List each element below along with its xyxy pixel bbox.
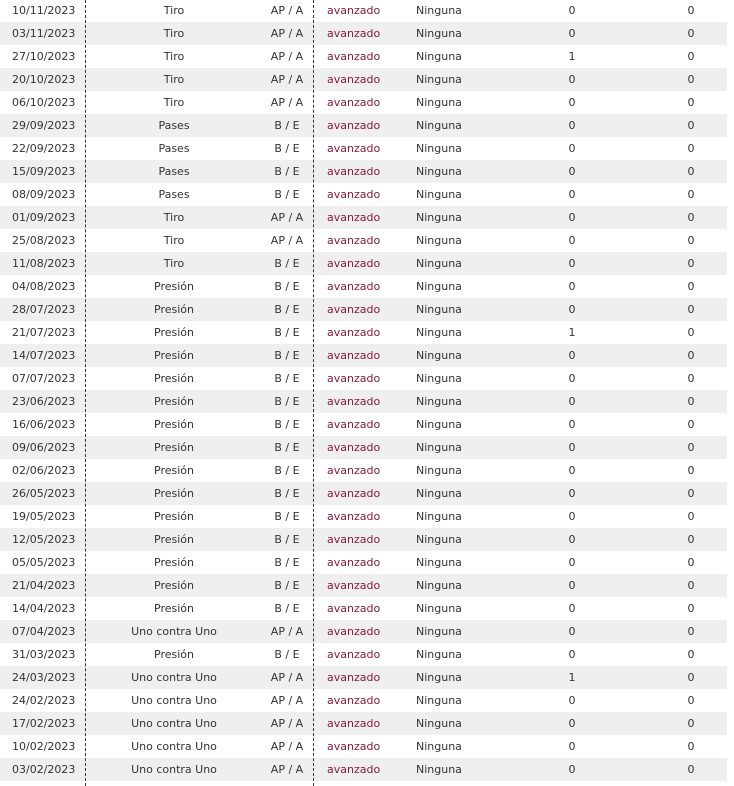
position-cell: AP / A: [270, 50, 304, 63]
table-row[interactable]: [0, 712, 727, 735]
level-cell: avanzado: [327, 211, 381, 224]
count-cell: 0: [687, 50, 695, 63]
training-type-cell: Presión: [154, 326, 194, 339]
position-cell: B / E: [274, 372, 300, 385]
injury-cell: Ninguna: [416, 27, 462, 40]
injury-cell: Ninguna: [416, 441, 462, 454]
count-cell: 0: [687, 694, 695, 707]
date-cell: 24/02/2023: [12, 694, 76, 707]
position-cell: B / E: [274, 119, 300, 132]
count-cell: 0: [687, 142, 695, 155]
level-cell: avanzado: [327, 648, 381, 661]
position-cell: AP / A: [270, 740, 304, 753]
injury-cell: Ninguna: [416, 119, 462, 132]
date-cell: 29/09/2023: [12, 119, 76, 132]
count-cell: 0: [687, 211, 695, 224]
level-cell: avanzado: [327, 625, 381, 638]
count-cell: 0: [687, 165, 695, 178]
position-cell: B / E: [274, 464, 300, 477]
count-cell: 0: [568, 763, 576, 776]
injury-cell: Ninguna: [416, 211, 462, 224]
date-cell: 31/03/2023: [12, 648, 76, 661]
table-row[interactable]: [0, 436, 727, 459]
position-cell: B / E: [274, 280, 300, 293]
count-cell: 0: [568, 280, 576, 293]
date-cell: 17/02/2023: [12, 717, 76, 730]
date-cell: 14/04/2023: [12, 602, 76, 615]
level-cell: avanzado: [327, 579, 381, 592]
count-cell: 0: [687, 464, 695, 477]
date-cell: 23/06/2023: [12, 395, 76, 408]
injury-cell: Ninguna: [416, 740, 462, 753]
count-cell: 0: [568, 4, 576, 17]
count-cell: 0: [687, 625, 695, 638]
table-row[interactable]: [0, 643, 727, 666]
position-cell: AP / A: [270, 694, 304, 707]
level-cell: avanzado: [327, 27, 381, 40]
table-row[interactable]: [0, 22, 727, 45]
level-cell: avanzado: [327, 717, 381, 730]
injury-cell: Ninguna: [416, 533, 462, 546]
count-cell: 0: [687, 556, 695, 569]
level-cell: avanzado: [327, 740, 381, 753]
count-cell: 0: [687, 303, 695, 316]
count-cell: 0: [568, 487, 576, 500]
count-cell: 1: [568, 50, 576, 63]
count-cell: 1: [568, 671, 576, 684]
count-cell: 0: [687, 395, 695, 408]
position-cell: AP / A: [270, 717, 304, 730]
count-cell: 0: [687, 717, 695, 730]
table-row[interactable]: [0, 114, 727, 137]
count-cell: 0: [568, 142, 576, 155]
count-cell: 0: [687, 4, 695, 17]
training-type-cell: Uno contra Uno: [131, 717, 217, 730]
position-cell: B / E: [274, 142, 300, 155]
date-cell: 08/09/2023: [12, 188, 76, 201]
injury-cell: Ninguna: [416, 556, 462, 569]
count-cell: 0: [687, 119, 695, 132]
count-cell: 0: [568, 349, 576, 362]
position-cell: B / E: [274, 188, 300, 201]
count-cell: 0: [687, 487, 695, 500]
injury-cell: Ninguna: [416, 234, 462, 247]
date-cell: 19/05/2023: [12, 510, 76, 523]
injury-cell: Ninguna: [416, 280, 462, 293]
position-cell: B / E: [274, 326, 300, 339]
table-row[interactable]: [0, 574, 727, 597]
training-type-cell: Presión: [154, 602, 194, 615]
injury-cell: Ninguna: [416, 96, 462, 109]
level-cell: avanzado: [327, 763, 381, 776]
table-row[interactable]: [0, 390, 727, 413]
table-row[interactable]: [0, 459, 727, 482]
training-type-cell: Presión: [154, 533, 194, 546]
level-cell: avanzado: [327, 510, 381, 523]
count-cell: 0: [568, 648, 576, 661]
training-type-cell: Uno contra Uno: [131, 694, 217, 707]
training-type-cell: Presión: [154, 464, 194, 477]
training-type-cell: Uno contra Uno: [131, 625, 217, 638]
date-cell: 12/05/2023: [12, 533, 76, 546]
position-cell: B / E: [274, 395, 300, 408]
date-cell: 02/06/2023: [12, 464, 76, 477]
position-cell: AP / A: [270, 4, 304, 17]
table-row[interactable]: [0, 758, 727, 781]
table-row[interactable]: [0, 298, 727, 321]
count-cell: 0: [687, 188, 695, 201]
table-row[interactable]: [0, 367, 727, 390]
position-cell: B / E: [274, 257, 300, 270]
count-cell: 0: [568, 395, 576, 408]
injury-cell: Ninguna: [416, 188, 462, 201]
count-cell: 0: [687, 648, 695, 661]
training-type-cell: Tiro: [163, 27, 185, 40]
position-cell: AP / A: [270, 234, 304, 247]
date-cell: 03/11/2023: [12, 27, 76, 40]
count-cell: 0: [568, 73, 576, 86]
count-cell: 0: [687, 763, 695, 776]
table-row[interactable]: [0, 413, 727, 436]
level-cell: avanzado: [327, 441, 381, 454]
date-cell: 16/06/2023: [12, 418, 76, 431]
count-cell: 0: [568, 441, 576, 454]
date-cell: 28/07/2023: [12, 303, 76, 316]
training-type-cell: Uno contra Uno: [131, 763, 217, 776]
injury-cell: Ninguna: [416, 50, 462, 63]
date-cell: 22/09/2023: [12, 142, 76, 155]
table-row[interactable]: [0, 137, 727, 160]
table-row[interactable]: [0, 689, 727, 712]
injury-cell: Ninguna: [416, 602, 462, 615]
training-type-cell: Tiro: [163, 96, 185, 109]
date-cell: 04/08/2023: [12, 280, 76, 293]
level-cell: avanzado: [327, 487, 381, 500]
table-row[interactable]: [0, 482, 727, 505]
injury-cell: Ninguna: [416, 487, 462, 500]
training-type-cell: Tiro: [163, 234, 185, 247]
injury-cell: Ninguna: [416, 510, 462, 523]
training-type-cell: Uno contra Uno: [131, 740, 217, 753]
count-cell: 1: [568, 326, 576, 339]
position-cell: B / E: [274, 533, 300, 546]
count-cell: 0: [568, 602, 576, 615]
count-cell: 0: [687, 418, 695, 431]
date-cell: 25/08/2023: [12, 234, 76, 247]
training-type-cell: Presión: [154, 441, 194, 454]
training-type-cell: Presión: [154, 579, 194, 592]
level-cell: avanzado: [327, 464, 381, 477]
position-cell: AP / A: [270, 763, 304, 776]
count-cell: 0: [687, 533, 695, 546]
count-cell: 0: [687, 349, 695, 362]
date-cell: 15/09/2023: [12, 165, 76, 178]
level-cell: avanzado: [327, 73, 381, 86]
training-type-cell: Presión: [154, 510, 194, 523]
injury-cell: Ninguna: [416, 464, 462, 477]
level-cell: avanzado: [327, 96, 381, 109]
date-cell: 11/08/2023: [12, 257, 76, 270]
training-type-cell: Pases: [158, 165, 190, 178]
level-cell: avanzado: [327, 4, 381, 17]
count-cell: 0: [687, 510, 695, 523]
date-cell: 10/02/2023: [12, 740, 76, 753]
training-type-cell: Pases: [158, 119, 190, 132]
date-cell: 10/11/2023: [12, 4, 76, 17]
date-cell: 21/07/2023: [12, 326, 76, 339]
table-row[interactable]: [0, 275, 727, 298]
injury-cell: Ninguna: [416, 694, 462, 707]
injury-cell: Ninguna: [416, 625, 462, 638]
level-cell: avanzado: [327, 372, 381, 385]
count-cell: 0: [687, 441, 695, 454]
position-cell: B / E: [274, 602, 300, 615]
count-cell: 0: [687, 671, 695, 684]
date-cell: 14/07/2023: [12, 349, 76, 362]
count-cell: 0: [687, 257, 695, 270]
training-type-cell: Tiro: [163, 257, 185, 270]
count-cell: 0: [568, 211, 576, 224]
count-cell: 0: [568, 119, 576, 132]
injury-cell: Ninguna: [416, 648, 462, 661]
date-cell: 03/02/2023: [12, 763, 76, 776]
level-cell: avanzado: [327, 303, 381, 316]
position-cell: AP / A: [270, 96, 304, 109]
injury-cell: Ninguna: [416, 165, 462, 178]
injury-cell: Ninguna: [416, 349, 462, 362]
count-cell: 0: [687, 27, 695, 40]
injury-cell: Ninguna: [416, 303, 462, 316]
level-cell: avanzado: [327, 326, 381, 339]
table-row[interactable]: [0, 91, 727, 114]
count-cell: 0: [687, 372, 695, 385]
table-row[interactable]: [0, 505, 727, 528]
date-cell: 27/10/2023: [12, 50, 76, 63]
count-cell: 0: [568, 717, 576, 730]
training-type-cell: Presión: [154, 556, 194, 569]
training-type-cell: Pases: [158, 188, 190, 201]
position-cell: AP / A: [270, 625, 304, 638]
training-type-cell: Presión: [154, 487, 194, 500]
level-cell: avanzado: [327, 280, 381, 293]
count-cell: 0: [568, 556, 576, 569]
injury-cell: Ninguna: [416, 73, 462, 86]
count-cell: 0: [568, 740, 576, 753]
training-type-cell: Tiro: [163, 211, 185, 224]
position-cell: B / E: [274, 487, 300, 500]
level-cell: avanzado: [327, 119, 381, 132]
level-cell: avanzado: [327, 602, 381, 615]
position-cell: B / E: [274, 349, 300, 362]
training-type-cell: Presión: [154, 280, 194, 293]
column-divider: [313, 0, 314, 786]
count-cell: 0: [568, 418, 576, 431]
position-cell: AP / A: [270, 211, 304, 224]
date-cell: 07/04/2023: [12, 625, 76, 638]
count-cell: 0: [568, 694, 576, 707]
count-cell: 0: [687, 579, 695, 592]
table-row[interactable]: [0, 321, 727, 344]
injury-cell: Ninguna: [416, 671, 462, 684]
table-row[interactable]: [0, 0, 727, 22]
injury-cell: Ninguna: [416, 372, 462, 385]
level-cell: avanzado: [327, 257, 381, 270]
column-divider: [85, 0, 86, 786]
training-type-cell: Presión: [154, 395, 194, 408]
position-cell: B / E: [274, 165, 300, 178]
position-cell: AP / A: [270, 27, 304, 40]
table-row[interactable]: [0, 735, 727, 758]
position-cell: B / E: [274, 579, 300, 592]
count-cell: 0: [568, 510, 576, 523]
injury-cell: Ninguna: [416, 257, 462, 270]
level-cell: avanzado: [327, 533, 381, 546]
training-type-cell: Presión: [154, 349, 194, 362]
position-cell: B / E: [274, 418, 300, 431]
count-cell: 0: [568, 579, 576, 592]
table-row[interactable]: [0, 206, 727, 229]
date-cell: 05/05/2023: [12, 556, 76, 569]
level-cell: avanzado: [327, 188, 381, 201]
injury-cell: Ninguna: [416, 717, 462, 730]
table-row[interactable]: [0, 551, 727, 574]
level-cell: avanzado: [327, 50, 381, 63]
position-cell: AP / A: [270, 671, 304, 684]
injury-cell: Ninguna: [416, 763, 462, 776]
table-row[interactable]: [0, 620, 727, 643]
table-row[interactable]: [0, 344, 727, 367]
training-type-cell: Pases: [158, 142, 190, 155]
level-cell: avanzado: [327, 418, 381, 431]
table-row[interactable]: [0, 68, 727, 91]
table-row[interactable]: [0, 252, 727, 275]
table-row[interactable]: [0, 229, 727, 252]
count-cell: 0: [687, 326, 695, 339]
count-cell: 0: [687, 73, 695, 86]
training-type-cell: Presión: [154, 418, 194, 431]
position-cell: B / E: [274, 441, 300, 454]
count-cell: 0: [568, 625, 576, 638]
level-cell: avanzado: [327, 349, 381, 362]
position-cell: B / E: [274, 556, 300, 569]
date-cell: 21/04/2023: [12, 579, 76, 592]
table-row[interactable]: [0, 160, 727, 183]
training-type-cell: Presión: [154, 372, 194, 385]
training-type-cell: Uno contra Uno: [131, 671, 217, 684]
level-cell: avanzado: [327, 671, 381, 684]
injury-cell: Ninguna: [416, 418, 462, 431]
count-cell: 0: [568, 257, 576, 270]
date-cell: 07/07/2023: [12, 372, 76, 385]
training-type-cell: Tiro: [163, 73, 185, 86]
date-cell: 01/09/2023: [12, 211, 76, 224]
count-cell: 0: [687, 280, 695, 293]
level-cell: avanzado: [327, 694, 381, 707]
table-row[interactable]: [0, 597, 727, 620]
count-cell: 0: [568, 96, 576, 109]
level-cell: avanzado: [327, 395, 381, 408]
injury-cell: Ninguna: [416, 326, 462, 339]
date-cell: 26/05/2023: [12, 487, 76, 500]
date-cell: 24/03/2023: [12, 671, 76, 684]
position-cell: B / E: [274, 510, 300, 523]
table-row[interactable]: [0, 183, 727, 206]
position-cell: B / E: [274, 648, 300, 661]
count-cell: 0: [568, 234, 576, 247]
injury-cell: Ninguna: [416, 142, 462, 155]
training-type-cell: Tiro: [163, 50, 185, 63]
count-cell: 0: [568, 188, 576, 201]
injury-cell: Ninguna: [416, 579, 462, 592]
training-type-cell: Presión: [154, 648, 194, 661]
position-cell: AP / A: [270, 73, 304, 86]
count-cell: 0: [687, 740, 695, 753]
level-cell: avanzado: [327, 556, 381, 569]
training-type-cell: Tiro: [163, 4, 185, 17]
injury-cell: Ninguna: [416, 4, 462, 17]
table-row[interactable]: [0, 666, 727, 689]
count-cell: 0: [687, 602, 695, 615]
count-cell: 0: [687, 96, 695, 109]
count-cell: 0: [687, 234, 695, 247]
level-cell: avanzado: [327, 142, 381, 155]
training-type-cell: Presión: [154, 303, 194, 316]
position-cell: B / E: [274, 303, 300, 316]
count-cell: 0: [568, 464, 576, 477]
date-cell: 06/10/2023: [12, 96, 76, 109]
count-cell: 0: [568, 372, 576, 385]
count-cell: 0: [568, 165, 576, 178]
count-cell: 0: [568, 27, 576, 40]
count-cell: 0: [568, 533, 576, 546]
injury-cell: Ninguna: [416, 395, 462, 408]
date-cell: 20/10/2023: [12, 73, 76, 86]
count-cell: 0: [568, 303, 576, 316]
table-row[interactable]: [0, 528, 727, 551]
level-cell: avanzado: [327, 234, 381, 247]
table-row[interactable]: [0, 45, 727, 68]
date-cell: 09/06/2023: [12, 441, 76, 454]
level-cell: avanzado: [327, 165, 381, 178]
